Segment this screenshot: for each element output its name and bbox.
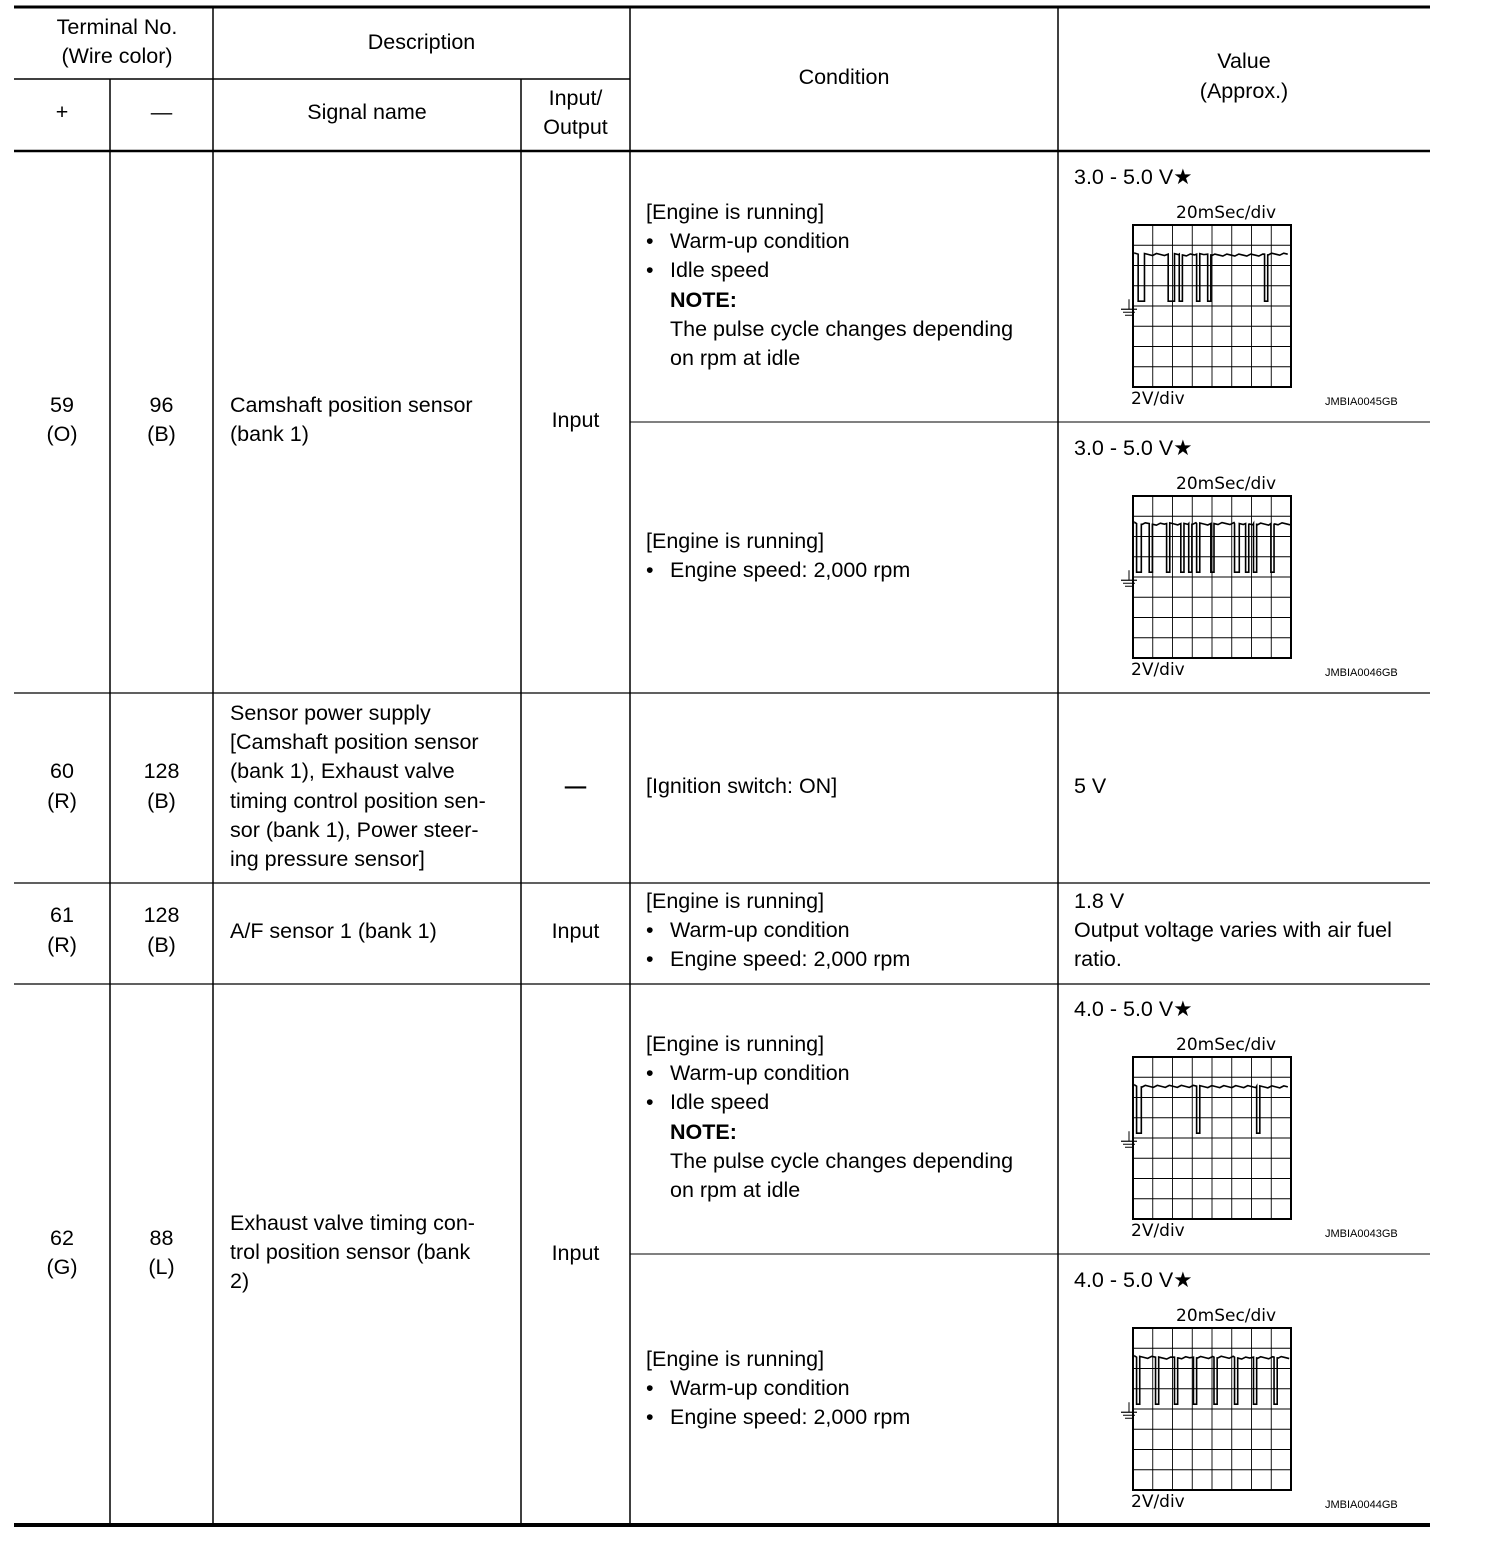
condition-bullet: • Idle speed: [646, 1090, 770, 1115]
io-value: Input: [551, 408, 600, 432]
terminal-minus-number: 128: [143, 903, 180, 927]
signal-name: [230, 1209, 475, 1297]
signal-line: Camshaft position sensor: [230, 393, 473, 417]
condition-note-label: NOTE:: [670, 287, 737, 312]
waveform-graticule: [1108, 1053, 1298, 1225]
header-io-line2: Output: [543, 115, 608, 139]
figure-code: JMBIA0044GB: [1325, 1499, 1398, 1511]
value-line: 1.8 V: [1074, 889, 1125, 913]
condition-text: [646, 198, 1013, 373]
condition-head: [Ignition switch: ON]: [646, 774, 838, 798]
signal-line: 2): [230, 1269, 250, 1294]
signal-line: ing pressure sensor]: [230, 847, 425, 872]
volt-div-label: 2V/div: [1131, 389, 1185, 409]
signal-name: [230, 699, 486, 874]
volt-div-label: 2V/div: [1131, 1492, 1185, 1512]
value-range: 3.0 - 5.0 V★: [1074, 165, 1193, 189]
signal-line: timing control position sen-: [230, 788, 486, 813]
header-signal-name: Signal name: [307, 100, 427, 124]
signal-name: [230, 391, 473, 449]
header-condition: Condition: [798, 65, 890, 89]
signal-name: A/F sensor 1 (bank 1): [230, 919, 437, 943]
figure-code: JMBIA0045GB: [1325, 396, 1398, 408]
terminal-minus-number: 88: [149, 1226, 174, 1250]
terminal-plus-color: (R): [47, 933, 77, 957]
pulse-trace: [1135, 1085, 1288, 1133]
time-div-label: 20mSec/div: [1176, 1306, 1277, 1326]
pulse-trace: [1135, 253, 1288, 301]
time-div-label: 20mSec/div: [1176, 474, 1277, 494]
condition-text: [646, 1030, 1013, 1205]
condition-note-line: The pulse cycle changes depending: [670, 1148, 1014, 1173]
terminal-plus-color: (R): [47, 789, 77, 813]
value-line: ratio.: [1074, 947, 1122, 972]
condition-bullet: • Warm-up condition: [646, 1061, 850, 1086]
scope-cell: [1058, 984, 1430, 1254]
condition-bullet: • Warm-up condition: [646, 1376, 850, 1401]
condition-text: [646, 527, 910, 585]
condition-bullet: • Warm-up condition: [646, 918, 850, 943]
volt-div-label: 2V/div: [1131, 1221, 1185, 1241]
header-value-line1: Value: [1217, 49, 1271, 73]
terminal-minus-color: (B): [147, 789, 176, 813]
condition-head: [Engine is running]: [646, 1347, 825, 1371]
condition-bullet: • Engine speed: 2,000 rpm: [646, 1405, 911, 1430]
terminal-plus-number: 61: [50, 903, 74, 927]
condition-note-label: NOTE:: [670, 1119, 737, 1144]
figure-code: JMBIA0046GB: [1325, 667, 1398, 679]
io-value: Input: [551, 919, 600, 943]
value-range: 3.0 - 5.0 V★: [1074, 436, 1193, 460]
condition-bullet: • Idle speed: [646, 258, 770, 283]
terminal-minus-color: (L): [148, 1255, 175, 1279]
value-range: 4.0 - 5.0 V★: [1074, 1268, 1193, 1292]
scope-cell: [1058, 422, 1430, 693]
time-div-label: 20mSec/div: [1176, 203, 1277, 223]
signal-line: (bank 1): [230, 422, 309, 447]
condition-bullet: • Engine speed: 2,000 rpm: [646, 947, 911, 972]
condition-head: [Engine is running]: [646, 529, 825, 553]
terminal-minus-number: 128: [143, 759, 180, 783]
io-value: —: [564, 774, 587, 798]
terminal-plus-color: (G): [46, 1255, 78, 1279]
header-value-line2: (Approx.): [1199, 79, 1289, 103]
terminal-minus-color: (B): [147, 422, 176, 446]
condition-text: [646, 1345, 910, 1433]
value-range: 4.0 - 5.0 V★: [1074, 997, 1193, 1021]
terminal-minus-color: (B): [147, 933, 176, 957]
signal-line: sor (bank 1), Power steer-: [230, 817, 479, 842]
condition-head: [Engine is running]: [646, 889, 825, 913]
figure-code: JMBIA0043GB: [1325, 1228, 1398, 1240]
terminal-plus-number: 60: [50, 759, 74, 783]
signal-line: [Camshaft position sensor: [230, 730, 479, 755]
condition-bullet: • Warm-up condition: [646, 229, 850, 254]
condition-text: [646, 887, 910, 975]
scope-cell: [1058, 1254, 1430, 1525]
condition-head: [Engine is running]: [646, 200, 825, 224]
header-minus: —: [150, 100, 173, 124]
volt-div-label: 2V/div: [1131, 660, 1185, 680]
terminal-plus-color: (O): [46, 422, 78, 446]
signal-line: Exhaust valve timing con-: [230, 1211, 475, 1235]
waveform-graticule: [1108, 1324, 1298, 1496]
condition-head: [Engine is running]: [646, 1032, 825, 1056]
header-io-line1: Input/: [548, 86, 603, 110]
header-plus: +: [55, 100, 69, 124]
header-terminal-no: Terminal No.: [56, 15, 178, 39]
header-description: Description: [367, 30, 476, 54]
terminal-minus-number: 96: [149, 393, 174, 417]
scope-cell: [1058, 151, 1430, 422]
value-text: 5 V: [1074, 774, 1107, 798]
io-value: Input: [551, 1241, 600, 1265]
value-line: Output voltage varies with air fuel: [1074, 918, 1392, 943]
time-div-label: 20mSec/div: [1176, 1035, 1277, 1055]
signal-line: (bank 1), Exhaust valve: [230, 759, 455, 784]
condition-note-line: The pulse cycle changes depending: [670, 316, 1014, 341]
value-text: [1074, 887, 1392, 975]
signal-line: Sensor power supply: [230, 701, 431, 725]
pulse-trace: [1135, 523, 1290, 573]
waveform-graticule: [1108, 221, 1298, 393]
condition-bullet: • Engine speed: 2,000 rpm: [646, 558, 911, 583]
header-wire-color: (Wire color): [61, 44, 173, 68]
waveform-graticule: [1108, 492, 1298, 664]
condition-note-line: on rpm at idle: [670, 1178, 801, 1203]
terminal-plus-number: 62: [50, 1226, 74, 1250]
signal-line: trol position sensor (bank: [230, 1240, 471, 1265]
terminal-plus-number: 59: [50, 393, 74, 417]
condition-note-line: on rpm at idle: [670, 346, 801, 371]
